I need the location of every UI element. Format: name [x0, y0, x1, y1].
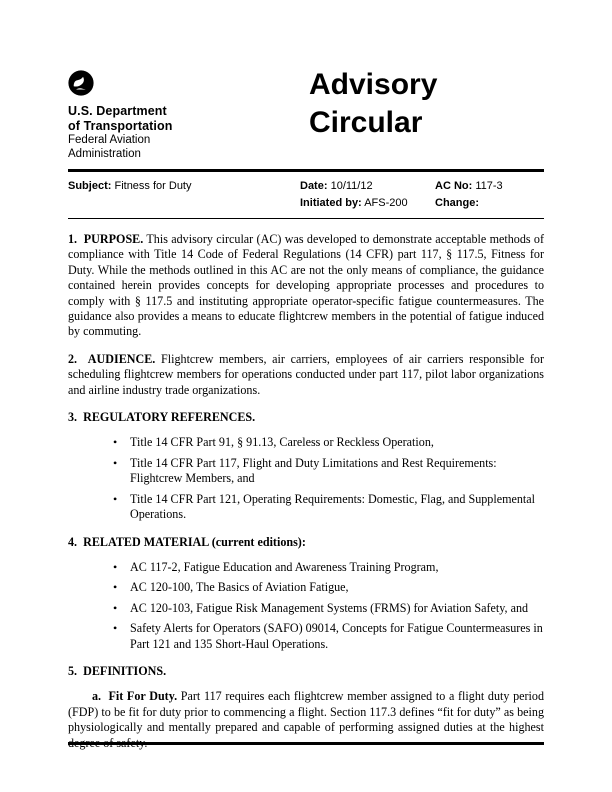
initiated-by-label: Initiated by:	[300, 197, 362, 209]
section-regulatory-references-title: REGULATORY REFERENCES.	[83, 410, 256, 425]
section-related-material-number: 4.	[68, 534, 78, 549]
subject-field	[68, 178, 300, 195]
document-body	[68, 219, 544, 751]
masthead	[68, 60, 544, 161]
ac-number-value: 117-3	[475, 180, 503, 192]
info-row-2	[68, 195, 544, 212]
date-label: Date:	[300, 180, 328, 192]
section-definitions-title: DEFINITIONS.	[83, 663, 167, 678]
section-audience	[68, 352, 544, 398]
section-purpose-title: PURPOSE.	[83, 232, 144, 246]
initiated-by-value: AFS-200	[364, 197, 408, 209]
info-row-1	[68, 178, 544, 195]
document-title	[309, 60, 544, 142]
agency-line-3: Federal Aviation	[68, 134, 151, 146]
definition-fit-for-duty-text: Part 117 requires each flightcrew member assigned to a flight duty period (FDP) to be fit for duty prior to commencing a flight. Section 117.3 defines “fit for duty” as being physiologically and mentally prepared and capable of performing assigned duties at the highest degree of safety.	[68, 689, 545, 750]
related-material-list	[68, 560, 544, 652]
list-item: • Title 14 CFR Part 121, Operating Requirements: Domestic, Flag, and Supplemental Operations.	[130, 492, 544, 523]
page-content	[68, 60, 544, 763]
date-value: 10/11/12	[330, 180, 373, 192]
list-item: • AC 120-103, Fatigue Risk Management Systems (FRMS) for Aviation Safety, and	[130, 601, 544, 616]
faa-seal-icon	[68, 70, 94, 96]
info-spacer	[68, 195, 300, 212]
definition-fit-for-duty-title: Fit For Duty.	[108, 689, 178, 704]
section-definitions-heading	[68, 664, 544, 679]
section-audience-number: 2.	[68, 351, 78, 366]
change-field	[435, 195, 544, 212]
document-title-line-1: Advisory	[309, 68, 438, 101]
section-audience-text: Flightcrew members, air carriers, employees of air carriers responsible for scheduling flightcrew members for operations conducted under part 117, pilot labor organizations and airline industry trade organizations.	[68, 351, 544, 397]
initiated-by-field	[300, 195, 435, 212]
section-audience-title: AUDIENCE.	[87, 351, 156, 366]
regulatory-references-list	[68, 435, 544, 522]
section-definitions-number: 5.	[68, 663, 78, 678]
change-label: Change:	[435, 197, 479, 209]
list-item: • Title 14 CFR Part 91, § 91.13, Careless or Reckless Operation,	[130, 435, 544, 450]
section-regulatory-references-number: 3.	[68, 410, 78, 425]
section-purpose-text: This advisory circular (AC) was developed to demonstrate acceptable methods of compliance with Title 14 Code of Federal Regulations (14 CFR) part 117, § 117.5, Fitness for Duty. While the methods outlined in this AC are not the only means of compliance, the guidance contained herein provides concepts for developing appropriate processes and procedures to comply with § 117.5 and instituting appropriate operator-specific fatigue countermeasures. The guidance also provides a means to educate flightcrew members in the potential of fatigue induced by commuting.	[68, 232, 545, 339]
list-item: • AC 117-2, Fatigue Education and Awareness Training Program,	[130, 560, 544, 575]
agency-line-2: of Transportation	[68, 118, 173, 133]
section-related-material-heading	[68, 535, 544, 550]
ac-number-label: AC No:	[435, 180, 473, 192]
agency-block	[68, 60, 278, 161]
list-item: • Title 14 CFR Part 117, Flight and Duty Limitations and Rest Requirements: Flightcrew Members, and	[130, 456, 544, 487]
section-regulatory-references-heading	[68, 410, 544, 425]
agency-line-4: Administration	[68, 148, 141, 160]
document-info-block	[68, 172, 544, 218]
list-item: • Safety Alerts for Operators (SAFO) 09014, Concepts for Fatigue Countermeasures in Part 121 and 135 Short-Haul Operations.	[130, 621, 544, 652]
definition-fit-for-duty-label: a.	[92, 689, 102, 704]
section-purpose-number: 1.	[68, 232, 78, 246]
list-item: • AC 120-100, The Basics of Aviation Fatigue,	[130, 580, 544, 595]
subject-value: Fitness for Duty	[114, 180, 192, 192]
section-related-material-title: RELATED MATERIAL (current editions):	[83, 534, 306, 549]
agency-line-1: U.S. Department	[68, 104, 167, 118]
date-field	[300, 178, 435, 195]
document-title-line-2: Circular	[309, 106, 423, 139]
subject-label: Subject:	[68, 180, 112, 192]
footer-rule	[68, 742, 544, 745]
section-purpose	[68, 232, 544, 340]
ac-number-field	[435, 178, 544, 195]
